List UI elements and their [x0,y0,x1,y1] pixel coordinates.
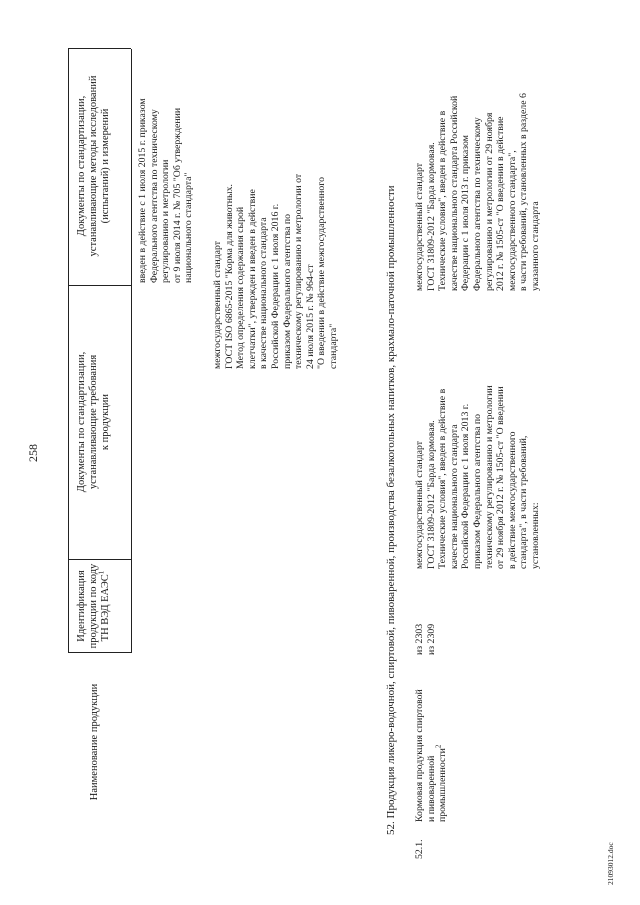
col-divider-3 [68,285,131,286]
header-requirements-docs: Документы по стандартизации, устанавливающие требования к продукции [76,351,112,493]
footnote-2-marker: 2 [434,744,443,749]
header-methods-docs: Документы по стандартизации, устанавливающие методы исследований (испытаний) и измерений [76,75,112,257]
header-tnved-text: Идентификация продукции по коду ТН ВЭД ЕАЭС [76,563,112,649]
gost-iso-6865-entry: межгосударственный стандарт ГОСТ ISO 6865-2015 "Корма для животных. Метод определения содержания сырой клетчатки", утвержден и введен в действие в качестве национального стандарта Российской Федерации с 1 июля 2016 г. приказом Федерального агентства по техническому регулированию и метрологии от 24 июля 2015 г. № 964-ст "О введении в действие межгосударственного стандарта" [212,173,339,369]
product-name-text: Кормовая продукция спиртовой и пивоваренной промышленности [414,689,449,822]
footnote-1-marker: 1 [97,570,106,575]
tnved-codes-cell: из 2303 из 2309 [414,623,437,655]
previous-page-continuation: введен в действие с 1 июля 2015 г. приказом Федерального агентства по техническому регулированию и метрологии от 9 июля 2014 г. № 705 "Об утверждении национального стандарта" [137,98,195,283]
table-top-border [68,49,69,653]
requirements-cell: межгосударственный стандарт ГОСТ 31809-2012 "Барда кормовая. Технические условия", введен в действие в качестве национального стандарта Российской Федерации с 1 июля 2013 г. приказом Федерального агентства по техническому регулированию и метрологии от 29 ноября 2012 г. № 1505-ст "О введении в действие межгосударственного стандарта", в части требований, установленных: [414,385,541,569]
header-product-name: Наименование продукции [89,683,100,801]
col-divider-1 [68,652,131,653]
product-name-cell [414,652,449,822]
col-divider-2 [68,559,131,560]
header-bottom-border [131,49,132,653]
section-52-heading: 52. Продукция ликеро-водочной, спиртовой, пивоваренной, производства безалкогольных напитков, крахмало-паточной промышленности [385,185,397,835]
methods-cell: межгосударственный стандарт ГОСТ 31809-2012 "Барда кормовая. Технические условия", введен в действие в качестве национального стандарта Российской Федерации с 1 июля 2013 г. приказом Федерального агентства по техническому регулированию и метрологии от 29 ноября 2012 г. № 1505-ст "О введении в действие межгосударственного стандарта", в части требований, установленных в разделе 6 указанного стандарта [414,93,541,291]
file-name: 21093012.doc [606,842,615,885]
header-tnved-code [76,561,113,651]
page-number: 258 [26,444,40,462]
row-number: 52.1. [414,839,425,859]
